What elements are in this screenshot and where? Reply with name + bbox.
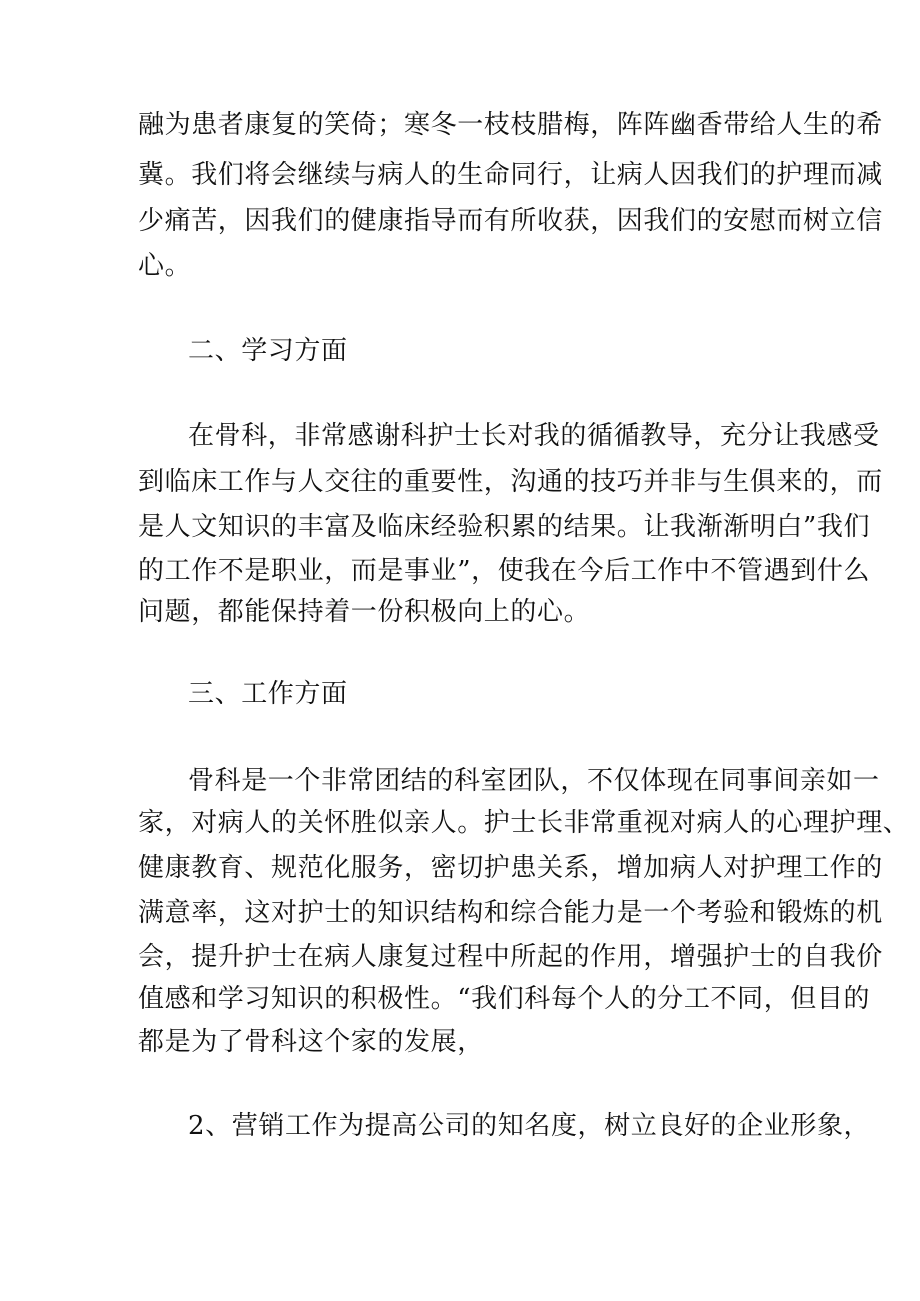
paragraph-3-line-5: 会，提升护士在病人康复过程中所起的作用，增强护士的自我价 — [138, 942, 883, 972]
paragraph-2-line-1: 在骨科，非常感谢科护士长对我的循循教导，充分让我感受 — [188, 421, 880, 451]
paragraph-3-line-1: 骨科是一个非常团结的科室团队，不仅体现在同事间亲如一 — [188, 766, 880, 796]
paragraph-3-line-4: 满意率，这对护士的知识结构和综合能力是一个考验和锻炼的机 — [138, 898, 883, 928]
section-heading-work: 三、工作方面 — [188, 679, 348, 709]
paragraph-1-line-4: 心。 — [138, 251, 192, 281]
paragraph-1-line-2: 冀。我们将会继续与病人的生命同行，让病人因我们的护理而减 — [138, 160, 883, 190]
paragraph-3-line-2: 家，对病人的关怀胜似亲人。护士长非常重视对病人的心理护理、 — [138, 808, 910, 838]
paragraph-1-line-1: 融为患者康复的笑倚；寒冬一枝枝腊梅，阵阵幽香带给人生的希 — [138, 110, 883, 140]
paragraph-1-line-3: 少痛苦，因我们的健康指导而有所收获，因我们的安慰而树立信 — [138, 206, 883, 236]
paragraph-2-line-2: 到临床工作与人交往的重要性，沟通的技巧并非与生俱来的，而 — [138, 467, 883, 497]
paragraph-3-line-3: 健康教育、规范化服务，密切护患关系，增加病人对护理工作的 — [138, 853, 883, 883]
paragraph-2-line-3: 是人文知识的丰富及临床经验积累的结果。让我渐渐明白”我们 — [138, 512, 871, 542]
paragraph-3-line-6: 值感和学习知识的积极性。“我们科每个人的分工不同，但目的 — [138, 984, 871, 1014]
paragraph-2-line-4: 的工作不是职业，而是事业”，使我在今后工作中不管遇到什么 — [138, 556, 871, 586]
section-heading-study: 二、学习方面 — [188, 336, 348, 366]
paragraph-3-line-7: 都是为了骨科这个家的发展， — [138, 1027, 484, 1057]
paragraph-4-line-1: 2、营销工作为提高公司的知名度，树立良好的企业形象， — [188, 1111, 871, 1141]
paragraph-2-line-5: 问题，都能保持着一份积极向上的心。 — [138, 597, 591, 627]
